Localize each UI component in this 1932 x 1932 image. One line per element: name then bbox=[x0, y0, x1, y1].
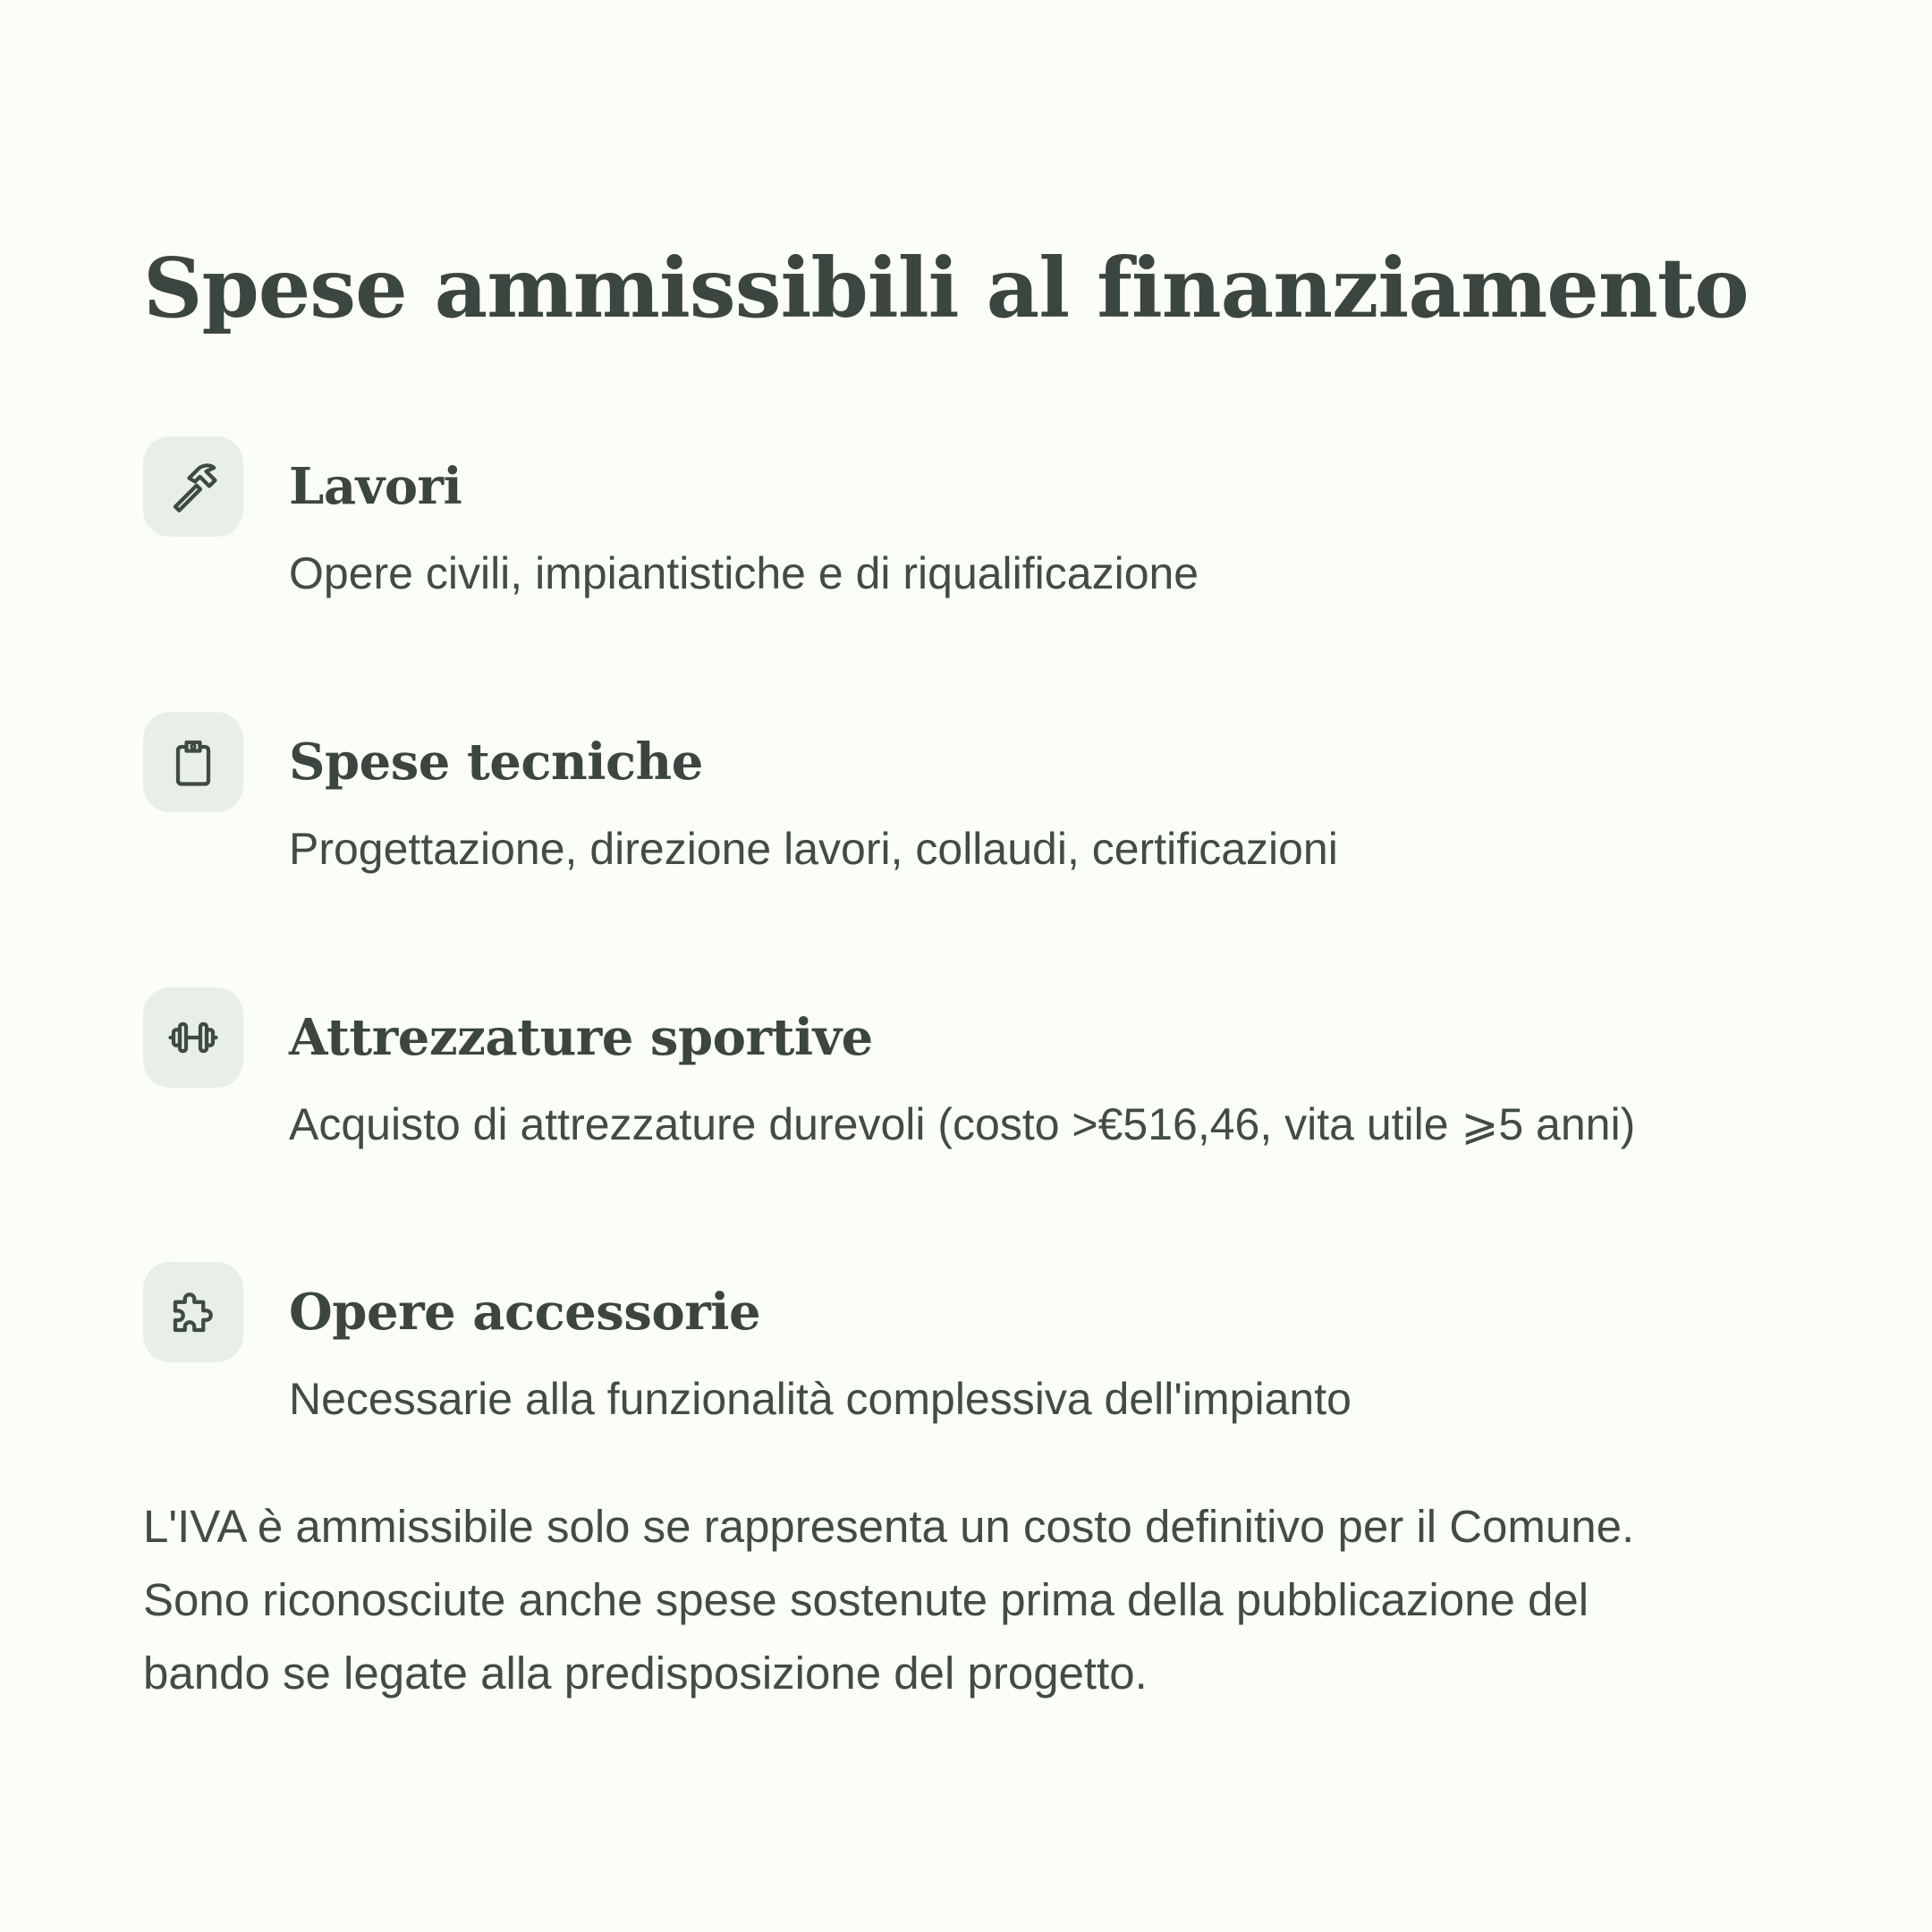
footnote-line: L'IVA è ammissibile solo se rappresenta un costo definitivo per il Comune. bbox=[143, 1501, 1635, 1552]
item-title: Attrezzature sportive bbox=[289, 1008, 873, 1067]
footnote bbox=[143, 1490, 1798, 1710]
list-item-opere-accessorie bbox=[143, 1262, 1798, 1459]
item-title: Opere accessorie bbox=[289, 1283, 761, 1342]
footnote-line: Sono riconosciute anche spese sostenute prima della pubblicazione del bbox=[143, 1574, 1589, 1625]
item-title: Spese tecniche bbox=[289, 733, 703, 792]
hammer-icon bbox=[143, 436, 243, 537]
list-item-spese-tecniche bbox=[143, 712, 1798, 909]
clipboard-icon bbox=[143, 712, 243, 812]
dumbbell-icon bbox=[143, 987, 243, 1088]
item-description: Acquisto di attrezzature durevoli (costo >€516,46, vita utile ⩾5 anni) bbox=[289, 1099, 1636, 1149]
list-item-attrezzature-sportive bbox=[143, 987, 1798, 1184]
page-title: Spese ammissibili al finanziamento bbox=[143, 240, 1749, 336]
item-description: Necessarie alla funzionalità complessiva dell'impianto bbox=[289, 1374, 1352, 1424]
puzzle-icon bbox=[143, 1262, 243, 1362]
item-title: Lavori bbox=[289, 457, 462, 516]
item-description: Progettazione, direzione lavori, collaudi, certificazioni bbox=[289, 824, 1338, 874]
item-description: Opere civili, impiantistiche e di riqualificazione bbox=[289, 548, 1199, 598]
footnote-line: bando se legate alla predisposizione del progetto. bbox=[143, 1648, 1148, 1699]
list-item-lavori bbox=[143, 436, 1798, 633]
